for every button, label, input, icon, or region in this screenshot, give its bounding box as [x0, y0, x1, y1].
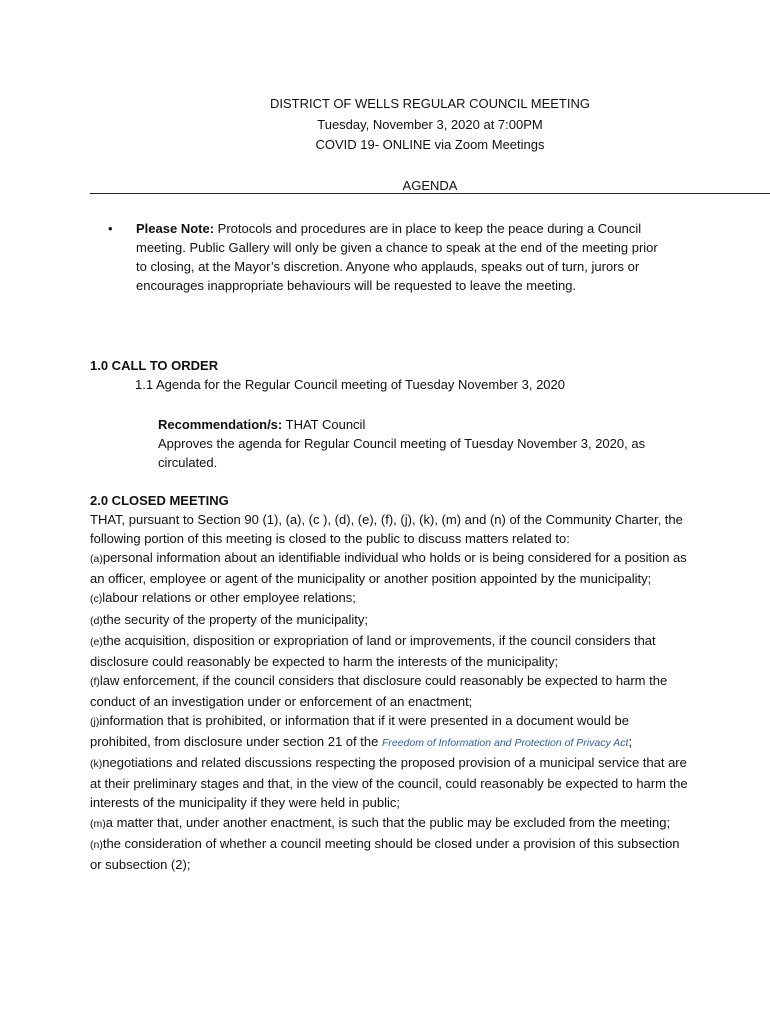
note-body: Protocols and procedures are in place to keep the peace during a Council meeting. Public Gallery will only be given a chance to speak at the end of the meeting prior to closing, at the Mayor’s discretion. Anyone who applauds, speaks out of turn, jurors or encourages inappropriate behaviours will be requested to leave the meeting. — [136, 221, 658, 293]
list-item: (d)the security of the property of the municipality; — [90, 611, 369, 627]
act-reference-link[interactable]: Freedom of Information and Protection of Privacy Act — [381, 737, 629, 750]
recommendation-label: Recommendation/s: — [158, 417, 283, 432]
bullet-icon: • — [108, 221, 113, 236]
section-heading-closed-meeting: 2.0 CLOSED MEETING — [90, 493, 229, 508]
list-item: (k)negotiations and related discussions respecting the proposed provision of a municipal service that are at their preliminary stages and that, in the view of the council, could reasonably be expected to harm the interests of the municipality if they were held in public; — [90, 755, 688, 811]
list-item: (n)the consideration of whether a council meeting should be closed under a provision of this subsection or subsection (2); — [90, 835, 680, 872]
meeting-date: Tuesday, November 3, 2020 at 7:00PM — [317, 116, 543, 132]
closed-meeting-section — [90, 491, 690, 874]
list-item: (m)a matter that, under another enactment, is such that the public may be excluded from the meeting; — [90, 814, 671, 830]
closed-meeting-intro: THAT, pursuant to Section 90 (1), (a), (c ), (d), (e), (f), (j), (k), (m) and (n) of the Community Charter, the following portion of this meeting is closed to the public to discuss matters related to: — [90, 512, 683, 547]
list-item: (c)labour relations or other employee relations; — [90, 590, 356, 606]
note-label: Please Note: — [136, 221, 215, 236]
meeting-title: DISTRICT OF WELLS REGULAR COUNCIL MEETING — [270, 96, 590, 111]
list-item: (j)information that is prohibited, or information that if it were presented in a document would be prohibited, from disclosure under section 21 of the Freedom of Information and Protection of Privacy Act; — [90, 713, 633, 750]
note-text — [136, 219, 668, 295]
agenda-heading: AGENDA — [402, 177, 458, 193]
document-header — [90, 94, 770, 196]
agenda-item-1-1: 1.1 Agenda for the Regular Council meeting of Tuesday November 3, 2020 — [135, 377, 565, 393]
please-note-bullet — [108, 219, 668, 295]
list-item: (e)the acquisition, disposition or expropriation of land or improvements, if the council considers that disclosure could reasonably be expected to harm the interests of the municipality; — [90, 632, 656, 669]
call-to-order-section — [90, 356, 690, 394]
list-item: (a)personal information about an identifiable individual who holds or is being considered for a position as an officer, employee or agent of the municipality or another position appointed by the municipality; — [90, 550, 687, 587]
list-item: (f)law enforcement, if the council considers that disclosure could reasonably be expected to harm the conduct of an investigation under or enforcement of an enactment; — [90, 672, 668, 709]
recommendation-text: Approves the agenda for Regular Council meeting of Tuesday November 3, 2020, as circulated. — [158, 436, 646, 471]
recommendation-block — [90, 415, 690, 472]
header-divider — [90, 193, 770, 194]
meeting-format: COVID 19- ONLINE via Zoom Meetings — [315, 137, 545, 152]
recommendation-lead: Recommendation/s: THAT Council — [158, 417, 366, 432]
section-heading-call-to-order: 1.0 CALL TO ORDER — [90, 358, 219, 373]
